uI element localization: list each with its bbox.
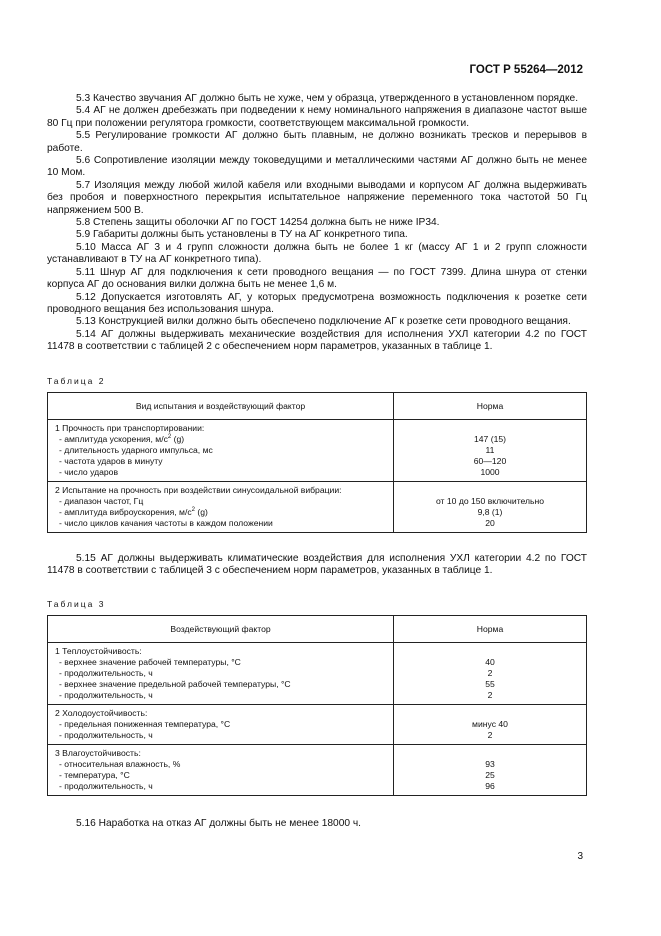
factor-cell (48, 481, 394, 532)
norm-cell (394, 481, 587, 532)
norm-value: 2 (487, 690, 493, 701)
factor-cell (48, 643, 394, 705)
factor-item: - верхнее значение рабочей температуры, °С (59, 657, 241, 668)
norm-cell (394, 419, 587, 481)
norm-value: 40 (485, 657, 495, 668)
factor-cell (48, 419, 394, 481)
factor-item: - температура, °С (59, 770, 130, 781)
paragraph: 5.11 Шнур АГ для подключения к сети проводного вещания — по ГОСТ 7399. Длина шнура от стенки корпуса АГ до основания вилки должна быть не менее 1,6 м. (47, 266, 587, 291)
paragraph: 5.7 Изоляция между любой жилой кабеля или входными выводами и корпусом АГ должна выдерживать без пробоя и поверхностного перекрытия испытательное напряжение переменного тока частотой 50 Гц напряжением 500 В. (47, 179, 587, 216)
factor-item: - продолжительность, ч (59, 730, 153, 741)
norm-value: 96 (485, 781, 495, 792)
paragraph: 5.4 АГ не должен дребезжать при подведении к нему номинального напряжения в диапазоне частот выше 80 Гц при положении регулятора громкости, соответствующем максимальной громкости. (47, 105, 587, 129)
norm-value: 11 (485, 444, 495, 455)
norm-cell (394, 745, 587, 796)
factor-cell (48, 705, 394, 745)
table-row (48, 643, 587, 705)
norm-value: 2 (487, 668, 493, 679)
norm-value: 25 (485, 770, 495, 781)
table-2-caption: Таблица 2 (47, 375, 106, 386)
paragraph: 5.13 Конструкцией вилки должно быть обеспечено подключение АГ к розетке сети проводного вещания. (76, 316, 571, 328)
norm-value: 20 (485, 517, 495, 528)
group-title: 2 Холодоустойчивость: (55, 708, 148, 719)
column-header-norm: Норма (394, 616, 587, 643)
factor-item: - число ударов (59, 466, 119, 477)
group-title: 1 Теплоустойчивость: (55, 646, 142, 657)
norm-value: 147 (15) (473, 433, 506, 444)
page-number: 3 (577, 851, 583, 862)
factor-cell (48, 745, 394, 796)
factor-item: - продолжительность, ч (59, 668, 153, 679)
norm-value: 2 (487, 730, 493, 741)
table-3 (47, 615, 587, 796)
table-row (48, 419, 587, 481)
group-title: 2 Испытание на прочность при воздействии синусоидальной вибрации: (55, 484, 342, 495)
norm-value: 60—120 (473, 455, 507, 466)
norm-value: 55 (485, 679, 495, 690)
factor-item: - верхнее значение предельной рабочей температуры, °С (59, 679, 291, 690)
norm-cell (394, 643, 587, 705)
paragraph: 5.9 Габариты должны быть установлены в ТУ на АГ конкретного типа. (76, 229, 408, 241)
paragraph: 5.5 Регулирование громкости АГ должно быть плавным, не должно возникать тресков и перерывов в работе. (47, 130, 587, 154)
norm-value: 1000 (480, 466, 500, 477)
paragraph: 5.12 Допускается изготовлять АГ, у которых предусмотрена возможность подключения к розетке сети проводного вещания без использования шнура. (47, 291, 587, 315)
norm-cell (394, 705, 587, 745)
paragraph: 5.10 Масса АГ 3 и 4 групп сложности должна быть не более 1 кг (массу АГ 1 и 2 групп сложности устанавливают в ТУ на АГ конкретного типа). (47, 241, 587, 266)
column-header-factor: Воздействующий фактор (48, 616, 394, 643)
factor-item: - амплитуда виброускорения, $м/с^2$ (g) (59, 506, 208, 517)
paragraph: 5.14 АГ должны выдерживать механические воздействия для исполнения УХЛ категории 4.2 по ГОСТ 11478 в соответствии с таблицей 2 с обеспечением норм параметров, указанных в таблице 1. (47, 328, 587, 353)
table-row (48, 705, 587, 745)
norm-value: от 10 до 150 включительно (435, 495, 545, 506)
factor-item: - продолжительность, ч (59, 690, 153, 701)
column-header-factor: Вид испытания и воздействующий фактор (48, 392, 394, 419)
table-row (48, 481, 587, 532)
column-header-norm: Норма (394, 392, 587, 419)
factor-item: - частота ударов в минуту (59, 455, 163, 466)
group-title: 1 Прочность при транспортировании: (55, 422, 205, 433)
factor-item: - предельная пониженная температура, °С (59, 719, 231, 730)
table-2 (47, 392, 587, 533)
norm-value: 9,8 (1) (477, 506, 503, 517)
paragraph: 5.16 Наработка на отказ АГ должны быть не менее 18000 ч. (76, 818, 362, 830)
factor-item: - амплитуда ускорения, $м/с^2$ (g) (59, 433, 185, 444)
factor-item: - диапазон частот, Гц (59, 495, 144, 506)
table-row (48, 745, 587, 796)
paragraphs-group-a (47, 93, 587, 354)
norm-value: 93 (485, 759, 495, 770)
norm-value: минус 40 (472, 719, 508, 730)
paragraph: 5.8 Степень защиты оболочки АГ по ГОСТ 14254 должна быть не ниже IP34. (76, 217, 440, 229)
factor-item: - относительная влажность, % (59, 759, 181, 770)
factor-item: - длительность ударного импульса, мс (59, 444, 213, 455)
page-content (47, 93, 587, 831)
paragraph: 5.15 АГ должны выдерживать климатические воздействия для исполнения УХЛ категории 4.2 по ГОСТ 11478 в соответствии с таблицей 3 с обеспечением норм параметров, указанных в таблице 1. (47, 552, 587, 576)
paragraph: 5.6 Сопротивление изоляции между токоведущими и металлическими частями АГ должно быть не менее 10 Мом. (47, 155, 587, 179)
table-header-row (48, 616, 587, 643)
group-title: 3 Влагоустойчивость: (55, 748, 141, 759)
table-header-row (48, 392, 587, 419)
factor-item: - число циклов качания частоты в каждом положении (59, 517, 273, 528)
paragraph: 5.3 Качество звучания АГ должно быть не хуже, чем у образца, утвержденного в установленном порядке. (76, 93, 579, 104)
factor-item: - продолжительность, ч (59, 781, 153, 792)
table-3-caption: Таблица 3 (47, 599, 106, 610)
document-header: ГОСТ Р 55264—2012 (469, 64, 583, 76)
